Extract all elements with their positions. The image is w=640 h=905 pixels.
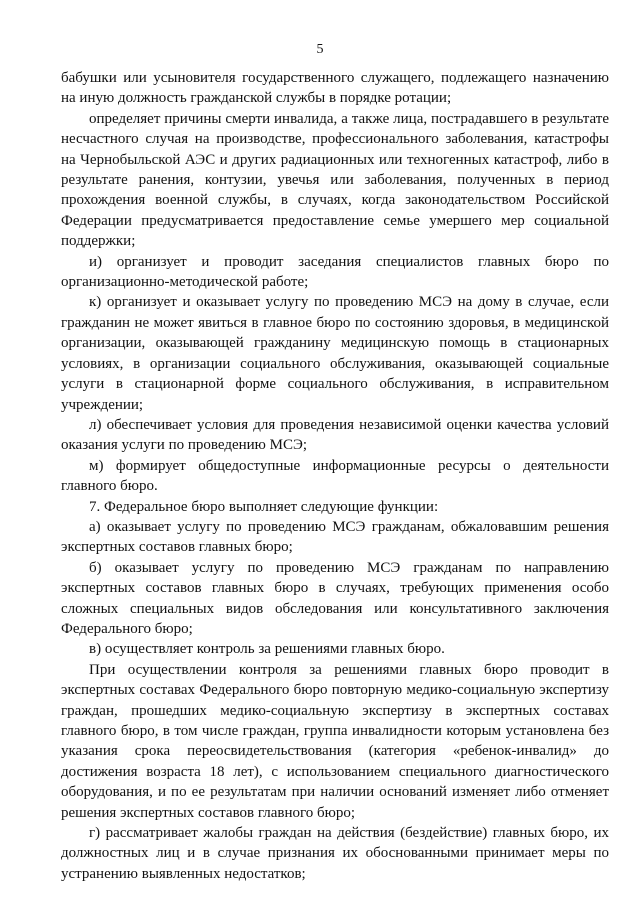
paragraph-item-v: в) осуществляет контроль за решениями главных бюро.	[89, 641, 445, 658]
paragraph-section-7: 7. Федеральное бюро выполняет следующие функции:	[89, 498, 439, 515]
page-number: 5	[316, 42, 324, 57]
paragraph-continuation: бабушки или усыновителя государственного служащего, подлежащего назначению на иную должность гражданской службы в порядке ротации;	[61, 70, 609, 107]
paragraph-item-m: м) формирует общедоступные информационные ресурсы о деятельности главного бюро.	[61, 457, 609, 495]
paragraph-cause-of-death: определяет причины смерти инвалида, а также лица, пострадавшего в результате несчастного случая на производстве, профессионального заболевания, катастрофы на Чернобыльской АЭС и других радиационных или техногенных катастроф, либо в результате ранения, контузии, увечья или заболевания, полученных в период прохождения военной службы, в случаях, когда законодательством Российской Федерации предусматривается предоставление семье умершего мер социальной поддержки;	[61, 110, 609, 250]
document-body	[61, 68, 609, 884]
paragraph-item-l: л) обеспечивает условия для проведения независимой оценки качества условий оказания услуги по проведению МСЭ;	[61, 416, 609, 454]
paragraph-item-k: к) организует и оказывает услугу по проведению МСЭ на дому в случае, если гражданин не может явиться в главное бюро по состоянию здоровья, в медицинской организации, оказывающей гражданину медицинскую помощь в стационарных условиях, в организации социального обслуживания, оказывающей социальные услуги в стационарной форме социального обслуживания, в исправительном учреждении;	[61, 294, 609, 413]
paragraph-item-g: г) рассматривает жалобы граждан на действия (бездействие) главных бюро, их должностных лиц и в случае признания их обоснованными принимает меры по устранению выявленных недостатков;	[61, 825, 609, 882]
paragraph-control: При осуществлении контроля за решениями главных бюро проводит в экспертных составах Федерального бюро повторную медико-социальную экспертизу граждан, прошедших медико-социальную экспертизу в экспертных составах главного бюро, в том числе граждан, группа инвалидности которым установлена без указания срока переосвидетельствования (категория «ребенок-инвалид» до достижения возраста 18 лет), с использованием специального диагностического оборудования, и по ее результатам при наличии оснований изменяет либо отменяет решения экспертных составов главного бюро;	[61, 661, 609, 821]
paragraph-item-i: и) организует и проводит заседания специалистов главных бюро по организационно-методической работе;	[61, 253, 609, 291]
paragraph-item-a: а) оказывает услугу по проведению МСЭ гражданам, обжаловавшим решения экспертных составов главных бюро;	[61, 518, 609, 556]
paragraph-item-b: б) оказывает услугу по проведению МСЭ гражданам по направлению экспертных составов главных бюро в случаях, требующих применения особо сложных специальных видов обследования или консультативного заключения Федерального бюро;	[61, 559, 609, 637]
